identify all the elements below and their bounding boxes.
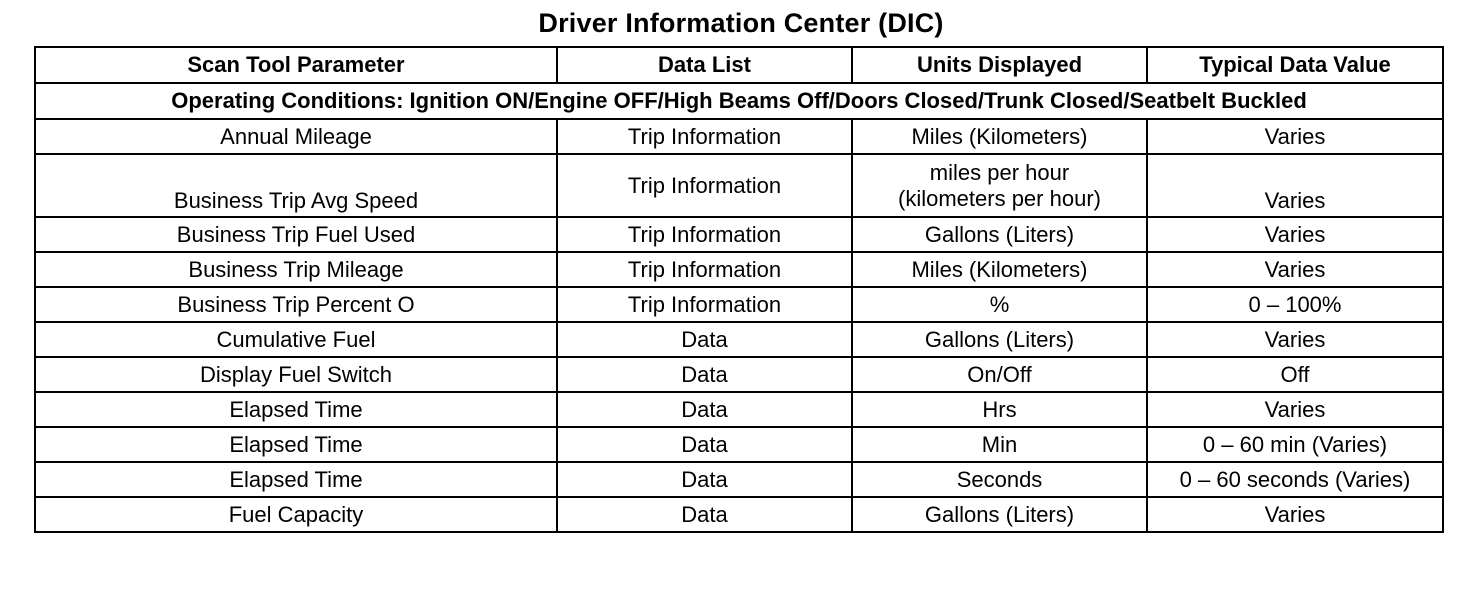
table-row xyxy=(35,462,1443,497)
cell-value: Varies xyxy=(1147,154,1443,217)
cell-data-list: Data xyxy=(557,322,852,357)
header-units-displayed: Units Displayed xyxy=(852,47,1147,83)
table-row xyxy=(35,322,1443,357)
table-row xyxy=(35,217,1443,252)
cell-parameter: Fuel Capacity xyxy=(35,497,557,532)
cell-data-list: Data xyxy=(557,392,852,427)
cell-parameter: Business Trip Mileage xyxy=(35,252,557,287)
table-row xyxy=(35,497,1443,532)
cell-units: Gallons (Liters) xyxy=(852,322,1147,357)
cell-parameter: Business Trip Fuel Used xyxy=(35,217,557,252)
condition-row xyxy=(35,83,1443,119)
cell-value: 0 – 60 min (Varies) xyxy=(1147,427,1443,462)
table-row xyxy=(35,252,1443,287)
header-typical-data-value: Typical Data Value xyxy=(1147,47,1443,83)
cell-data-list: Trip Information xyxy=(557,119,852,154)
cell-units: % xyxy=(852,287,1147,322)
cell-data-list: Trip Information xyxy=(557,154,852,217)
cell-data-list: Data xyxy=(557,497,852,532)
header-scan-tool-parameter: Scan Tool Parameter xyxy=(35,47,557,83)
table-row xyxy=(35,357,1443,392)
cell-parameter: Display Fuel Switch xyxy=(35,357,557,392)
cell-value: Varies xyxy=(1147,252,1443,287)
cell-data-list: Data xyxy=(557,357,852,392)
cell-units: Hrs xyxy=(852,392,1147,427)
cell-value: Varies xyxy=(1147,119,1443,154)
cell-data-list: Trip Information xyxy=(557,252,852,287)
cell-value: Varies xyxy=(1147,217,1443,252)
cell-units: Gallons (Liters) xyxy=(852,497,1147,532)
header-row xyxy=(35,47,1443,83)
cell-parameter: Business Trip Avg Speed xyxy=(35,154,557,217)
dic-table xyxy=(34,46,1444,533)
table-row xyxy=(35,392,1443,427)
cell-units: On/Off xyxy=(852,357,1147,392)
cell-units: Gallons (Liters) xyxy=(852,217,1147,252)
cell-value: Off xyxy=(1147,357,1443,392)
units-line-2: (kilometers per hour) xyxy=(898,185,1101,211)
cell-units xyxy=(852,154,1147,217)
cell-data-list: Trip Information xyxy=(557,217,852,252)
table-row xyxy=(35,154,1443,217)
cell-data-list: Data xyxy=(557,427,852,462)
table-row xyxy=(35,287,1443,322)
cell-units: Seconds xyxy=(852,462,1147,497)
cell-parameter: Elapsed Time xyxy=(35,462,557,497)
cell-parameter: Business Trip Percent O xyxy=(35,287,557,322)
operating-conditions: Operating Conditions: Ignition ON/Engine OFF/High Beams Off/Doors Closed/Trunk Closed/Seatbelt Buckled xyxy=(35,83,1443,119)
cell-units: Miles (Kilometers) xyxy=(852,252,1147,287)
page-title: Driver Information Center (DIC) xyxy=(538,8,944,38)
header-data-list: Data List xyxy=(557,47,852,83)
cell-parameter: Elapsed Time xyxy=(35,392,557,427)
cell-value: Varies xyxy=(1147,322,1443,357)
cell-value: Varies xyxy=(1147,392,1443,427)
cell-data-list: Data xyxy=(557,462,852,497)
cell-parameter: Cumulative Fuel xyxy=(35,322,557,357)
cell-units: Miles (Kilometers) xyxy=(852,119,1147,154)
cell-data-list: Trip Information xyxy=(557,287,852,322)
units-line-1: miles per hour xyxy=(929,159,1070,185)
cell-value: 0 – 100% xyxy=(1147,287,1443,322)
cell-value: Varies xyxy=(1147,497,1443,532)
cell-units: Min xyxy=(852,427,1147,462)
cell-parameter: Elapsed Time xyxy=(35,427,557,462)
table-row xyxy=(35,427,1443,462)
cell-value: 0 – 60 seconds (Varies) xyxy=(1147,462,1443,497)
cell-parameter: Annual Mileage xyxy=(35,119,557,154)
table-row xyxy=(35,119,1443,154)
